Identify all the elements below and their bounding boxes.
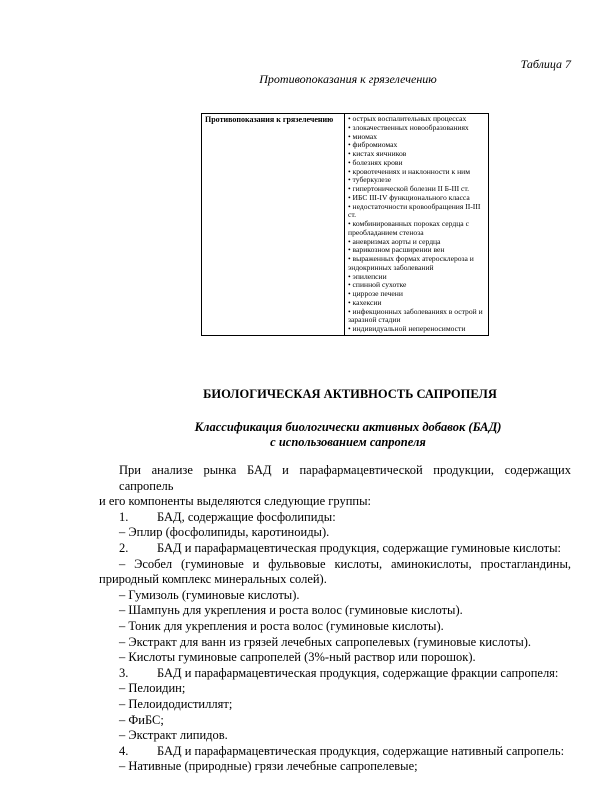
table-number: Таблица 7 xyxy=(520,57,571,71)
group-heading xyxy=(99,744,571,760)
group-title: БАД и парафармацевтическая продукция, содержащие нативный сапропель: xyxy=(157,743,565,758)
intro-paragraph-line: При анализе рынка БАД и парафармацевтической продукции, содержащих сапропель xyxy=(119,463,571,493)
list-item-continuation: природный комплекс минеральных солей). xyxy=(99,572,327,587)
group-number: 4. xyxy=(119,743,129,758)
contraindication-item: • фибромиомах xyxy=(348,140,398,150)
body-text xyxy=(99,463,571,775)
contraindication-item: • выраженных формах атеросклероза и эндокринных заболеваний xyxy=(348,254,474,272)
contraindication-item: • острых воспалительных процессах xyxy=(348,114,467,123)
section-subtitle xyxy=(100,420,596,450)
list-item: – Кислоты гуминовые сапропелей (3%-ный раствор или порошок). xyxy=(119,650,476,665)
contraindication-item: • кахексии xyxy=(348,297,382,307)
contraindication-item: • гипертонической болезни II Б-III ст. xyxy=(348,184,470,193)
contraindication-item: • эпилепсии xyxy=(348,271,387,281)
contraindication-item: • циррозе печени xyxy=(348,289,403,298)
list-item: – Экстракт липидов. xyxy=(119,728,228,743)
list-item: – Пелоидин; xyxy=(119,681,186,696)
contraindication-item: • кистах яичников xyxy=(348,149,407,158)
list-item: – ФиБС; xyxy=(119,712,164,727)
contraindication-item: • злокачественных новообразованиях xyxy=(348,122,469,132)
list-item: – Шампунь для укрепления и роста волос (гуминовые кислоты). xyxy=(119,603,463,618)
list-item: – Тоник для укрепления и роста волос (гуминовые кислоты). xyxy=(119,618,444,633)
list-item: – Пелоидодистиллят; xyxy=(119,696,233,711)
contraindication-item: • инфекционных заболеваниях в острой и заразной стадии xyxy=(348,306,483,325)
list-item: – Нативные (природные) грязи лечебные сапропелевые; xyxy=(119,759,418,774)
group-heading xyxy=(99,510,571,526)
contraindication-item: • миомах xyxy=(348,131,377,141)
table-header-cell: Противопоказания к грязелечению xyxy=(202,114,345,336)
section-heading: БИОЛОГИЧЕСКАЯ АКТИВНОСТЬ САПРОПЕЛЯ xyxy=(203,387,497,401)
intro-paragraph-line: и его компоненты выделяются следующие группы: xyxy=(99,494,371,509)
group-title: БАД и парафармацевтическая продукция, содержащие фракции сапропеля: xyxy=(157,665,559,680)
list-item: – Гумизоль (гуминовые кислоты). xyxy=(119,587,300,602)
group-number: 2. xyxy=(119,540,129,555)
table-items-cell xyxy=(345,114,489,336)
contraindication-item: • болезнях крови xyxy=(348,157,403,167)
contraindication-item: • индивидуальной непереносимости xyxy=(348,324,466,333)
group-title: БАД и парафармацевтическая продукция, содержащие гуминовые кислоты: xyxy=(157,540,561,555)
contraindication-item: • спинной сухотке xyxy=(348,280,407,290)
contraindication-item: • кровотечениях и наклонности к ним xyxy=(348,166,471,176)
group-number: 1. xyxy=(119,509,129,524)
subtitle-line: с использованием сапропеля xyxy=(270,435,426,449)
contraindication-item: • комбинированных пороках сердца с преобладанием стеноза xyxy=(348,219,469,237)
contraindication-item: • ИБС III-IV функционального класса xyxy=(348,192,470,202)
group-number: 3. xyxy=(119,665,129,680)
list-item: – Эсобел (гуминовые и фульвовые кислоты, аминокислоты, простагландины, xyxy=(119,556,571,571)
subtitle-line: Классификация биологически активных добавок (БАД) xyxy=(194,420,502,434)
group-heading xyxy=(99,666,571,682)
contraindication-item: • аневризмах аорты и сердца xyxy=(348,236,441,246)
list-item: – Экстракт для ванн из грязей лечебных сапропелевых (гуминовые кислоты). xyxy=(119,634,532,649)
group-title: БАД, содержащие фосфолипиды: xyxy=(157,509,336,524)
contraindication-item: • варикозном расширении вен xyxy=(348,245,445,255)
table-title: Противопоказания к грязелечению xyxy=(259,72,437,86)
list-item: – Эплир (фосфолипиды, каротиноиды). xyxy=(119,525,330,540)
table-row xyxy=(202,114,489,336)
contraindication-item: • недостаточности кровообращения II-III ст. xyxy=(348,201,481,220)
group-heading xyxy=(99,541,571,557)
contraindications-table xyxy=(201,113,489,336)
contraindication-item: • туберкулезе xyxy=(348,175,392,185)
